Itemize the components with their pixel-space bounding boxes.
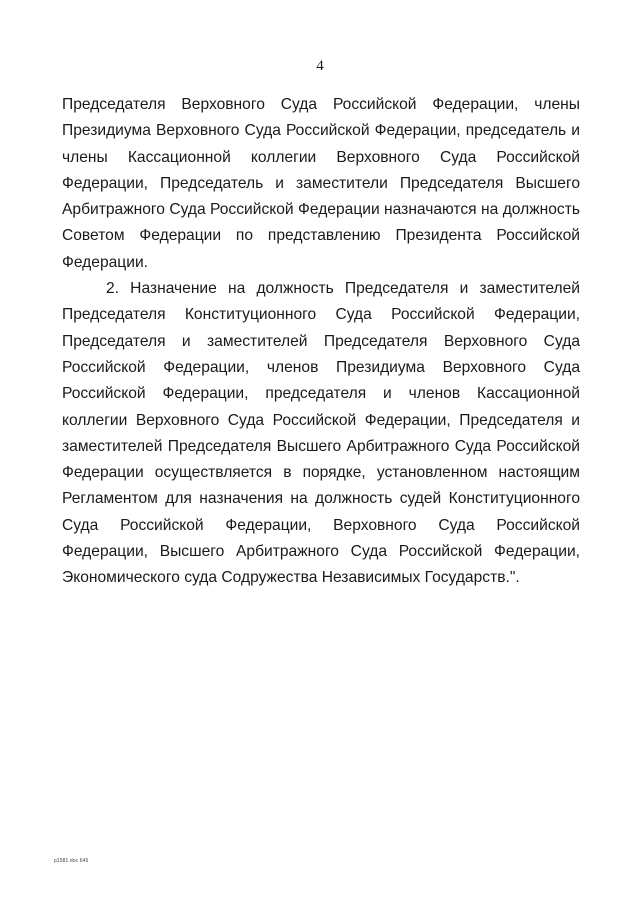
document-body — [62, 92, 580, 592]
paragraph-item-2: 2. Назначение на должность Председателя и заместителей Председателя Конституционного Суда Российской Федерации, Председателя и заместителей Председателя Верховного Суда Российской Федерации, членов Президиума Верховного Суда Российской Федерации, председателя и членов Кассационной коллегии Верховного Суда Российской Федерации, Председателя и заместителей Председателя Высшего Арбитражного Суда Российской Федерации осуществляется в порядке, установленном настоящим Регламентом для назначения на должность судей Конституционного Суда Российской Федерации, Верховного Суда Российской Федерации, Высшего Арбитражного Суда Российской Федерации, Экономического суда Содружества Независимых Государств.". — [62, 280, 580, 587]
footer-document-code: p1581 doc 645 — [54, 858, 89, 864]
paragraph-continuation: Председателя Верховного Суда Российской Федерации, члены Президиума Верховного Суда Российской Федерации, председатель и члены Кассационной коллегии Верховного Суда Российской Федерации, Председатель и заместители Председателя Высшего Арбитражного Суда Российской Федерации назначаются на должность Советом Федерации по представлению Президента Российской Федерации. — [62, 96, 580, 271]
page-number: 4 — [316, 58, 324, 74]
